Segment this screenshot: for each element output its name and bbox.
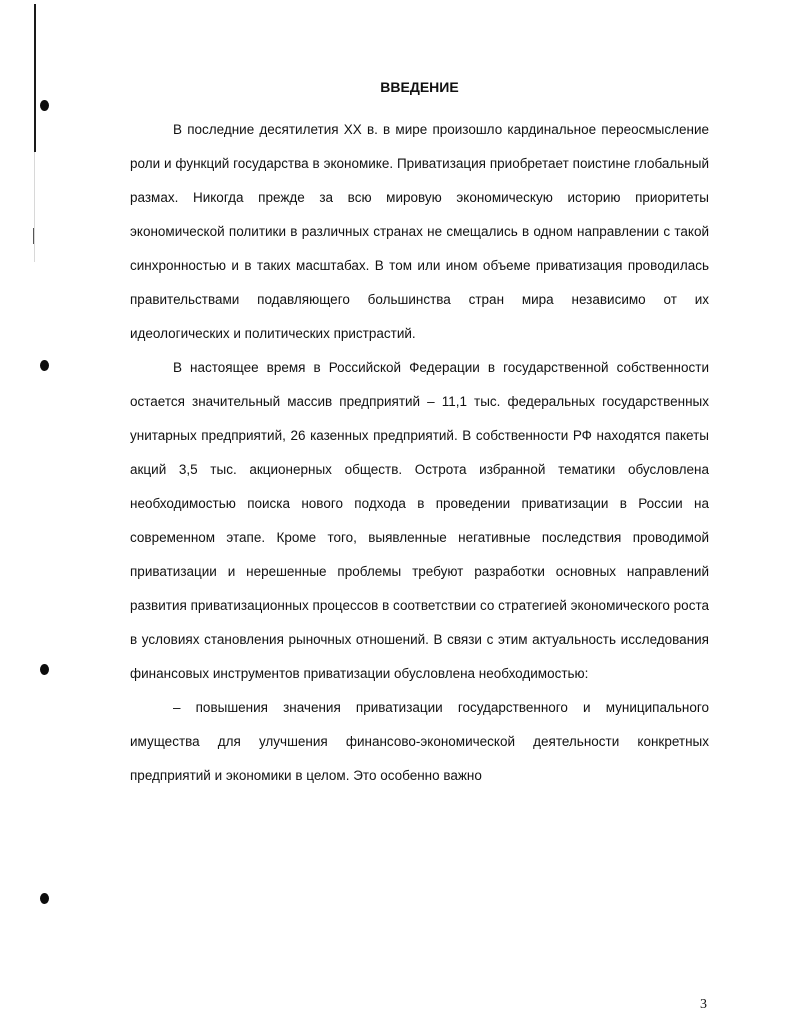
- punch-hole-mark: [40, 893, 49, 904]
- paragraph-russia: В настоящее время в Российской Федерации в государственной собственности остается значительный массив предприятий – 11,1 тыс. федеральных государственных унитарных предприятий, 26 казенных предприятий. В собственности РФ находятся пакеты акций 3,5 тыс. акционерных обществ. Острота избранной тематики обусловлена необходимостью поиска нового подхода в проведении приватизации в России на современном этапе. Кроме того, выявленные негативные последствия проводимой приватизации и нерешенные проблемы требуют разработки основных направлений развития приватизационных процессов в соответствии со стратегией экономического роста в условиях становления рыночных отношений. В связи с этим актуальность исследования финансовых инструментов приватизации обусловлена необходимостью:: [130, 360, 709, 681]
- punch-hole-mark: [40, 360, 49, 371]
- binding-line-mark: [33, 228, 34, 244]
- binding-line-faint: [34, 152, 35, 262]
- list-item: – повышения значения приватизации государственного и муниципального имущества для улучшения финансово-экономической деятельности конкретных предприятий и экономики в целом. Это особенно важно: [130, 700, 709, 783]
- paragraph-intro: В последние десятилетия XX в. в мире произошло кардинальное переосмысление роли и функций государства в экономике. Приватизация приобретает поистине глобальный размах. Никогда прежде за всю мировую экономическую историю приоритеты экономической политики в различных странах не смещались в одном направлении с такой синхронностью и в таких масштабах. В том или ином объеме приватизация проводилась правительствами подавляющего большинства стран мира независимо от их идеологических и политических пристрастий.: [130, 122, 709, 341]
- binding-line: [34, 4, 36, 152]
- punch-hole-mark: [40, 100, 49, 111]
- body-text: [130, 113, 709, 793]
- page-number: 3: [700, 997, 707, 1012]
- punch-hole-mark: [40, 664, 49, 675]
- page-title: ВВЕДЕНИЕ: [380, 79, 459, 95]
